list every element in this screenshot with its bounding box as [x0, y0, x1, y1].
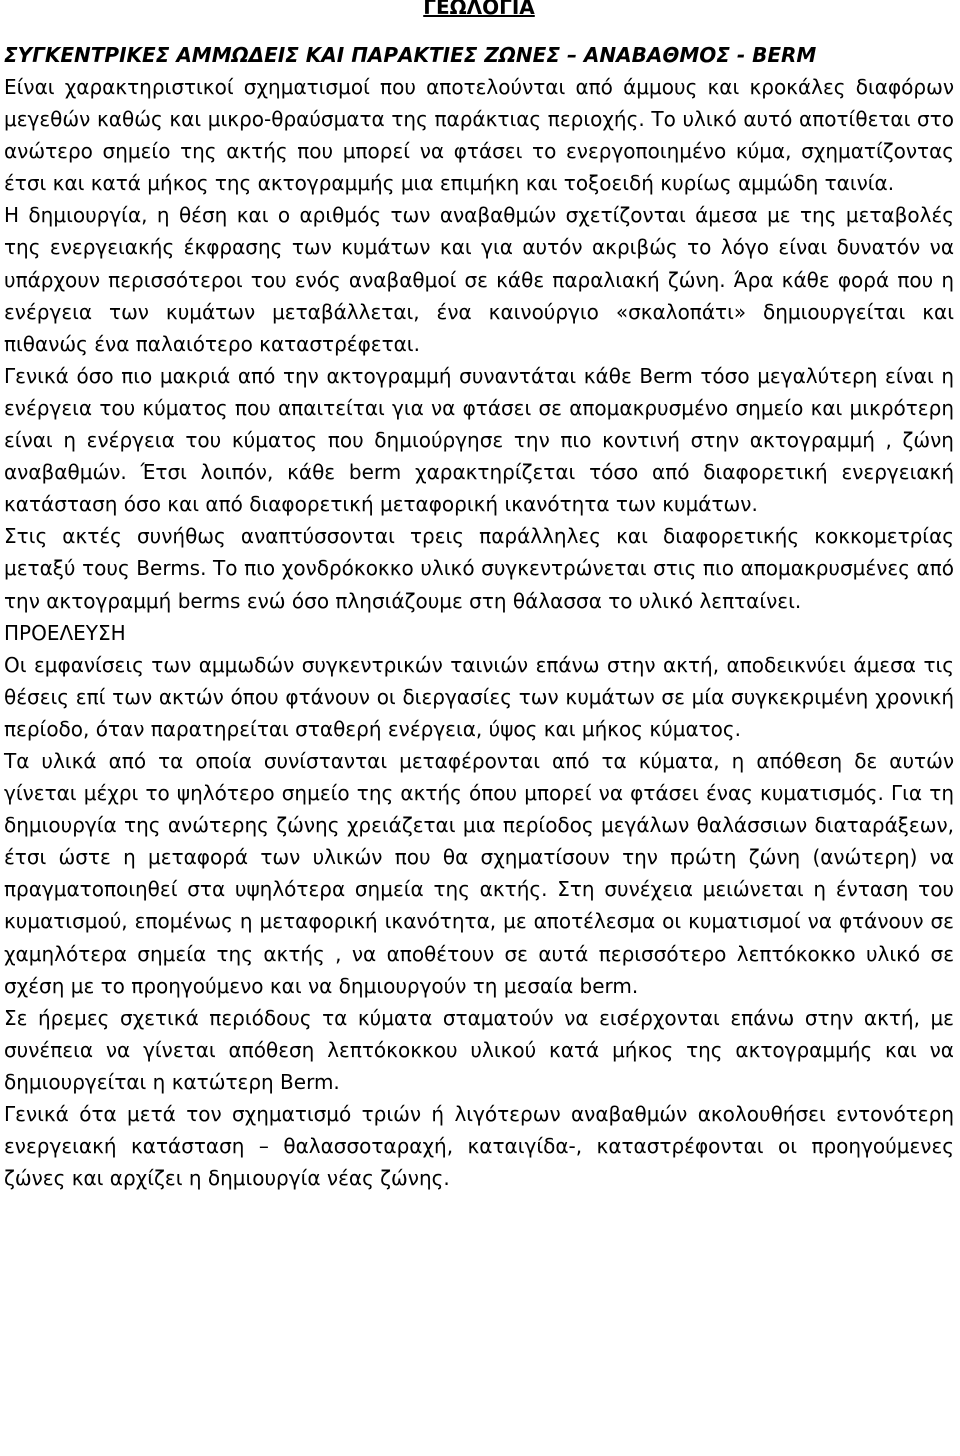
paragraph-origin-2: Τα υλικά από τα οποία συνίστανται μεταφέρονται από τα κύματα, η απόθεση δε αυτών γίνεται μέχρι το ψηλότερο σημείο της ακτής όπου μπορεί να φτάσει ένας κυματισμός. Για τη δημιουργία της ανώτερης ζώνης χρειάζεται μια περίοδος μεγάλων θαλάσσιων διαταράξεων, έτσι ώστε η μεταφορά των υλικών που θα σχηματίσουν την πρώτη ζώνη (ανώτερη) να πραγματοποιηθεί στα υψηλότερα σημεία της ακτής. Στη συνέχεια μειώνεται η ένταση του κυματισμού, επομένως η μεταφορική ικανότητα, με αποτέλεσμα οι κυματισμοί να φτάνουν σε χαμηλότερα σημεία της ακτής , να αποθέτουν σε αυτά περισσότερο λεπτόκοκκο υλικό σε σχέση με το προηγούμενο και να δημιουργούν τη μεσαία berm. — [4, 748, 954, 998]
paragraph-definition: Είναι χαρακτηριστικοί σχηματισμοί που αποτελούνται από άμμους και κροκάλες διαφόρων μεγεθών καθώς και μικρο-θραύσματα της παράκτιας περιοχής. Το υλικό αυτό αποτίθεται στο ανώτερο σημείο της ακτής που μπορεί να φτάσει το ενεργοποιημένο κύμα, σχηματίζοντας έτσι και κατά μήκος της ακτογραμμής μια επιμήκη και τοξοειδή κυρίως αμμώδη ταινία. — [4, 75, 954, 196]
paragraph-three-berms: Στις ακτές συνήθως αναπτύσσονται τρεις παράλληλες και διαφορετικής κοκκομετρίας μεταξύ τους Berms. Το πιο χονδρόκοκκο υλικό συγκεντρώνεται στις πιο απομακρυσμένες από την ακτογραμμή berms ενώ όσο πλησιάζουμε στη θάλασσα το υλικό λεπταίνει. — [4, 524, 954, 613]
paragraph-origin-3: Σε ήρεμες σχετικά περιόδους τα κύματα σταματούν να εισέρχονται επάνω στην ακτή, με συνέπεια να γίνεται απόθεση λεπτόκοκκου υλικού κατά μήκος της ακτογραμμής και να δημιουργείται η κατώτερη Berm. — [4, 1005, 954, 1094]
paragraph-formation: Η δημιουργία, η θέση και ο αριθμός των αναβαθμών σχετίζονται άμεσα με της μεταβολές της ενεργειακής έκφρασης των κυμάτων και για αυτόν ακριβώς το λόγο είναι δυνατόν να υπάρχουν περισσότεροι του ενός αναβαθμοί σε κάθε παραλιακή ζώνη. Άρα κάθε φορά που η ενέργεια των κυμάτων μεταβάλλεται, ένα καινούργιο «σκαλοπάτι» δημιουργείται και πιθανώς ένα παλαιότερο καταστρέφεται. — [4, 203, 954, 356]
section-heading: ΣΥΓΚΕΝΤΡΙΚΕΣ ΑΜΜΩΔΕΙΣ ΚΑΙ ΠΑΡΑΚΤΙΕΣ ΖΩΝΕΣ – ΑΝΑΒΑΘΜΟΣ - BERM — [4, 43, 817, 67]
document-title: ΓΕΩΛΟΓΙΑ — [423, 0, 535, 19]
paragraph-origin-1: Οι εμφανίσεις των αμμωδών συγκεντρικών ταινιών επάνω στην ακτή, αποδεικνύει άμεσα τις θέσεις επί των ακτών όπου φτάνουν οι διεργασίες των κυμάτων σε μία συγκεκριμένη χρονική περίοδο, όταν παρατηρείται σταθερή ενέργεια, ύψος και μήκος κύματος. — [4, 652, 954, 741]
paragraph-origin-4: Γενικά ότα μετά τον σχηματισμό τριών ή λιγότερων αναβαθμών ακολουθήσει εντονότερη ενεργειακή κατάσταση – θαλασσοταραχή, καταιγίδα-, καταστρέφονται οι προηγούμενες ζώνες και αρχίζει η δημιουργία νέας ζώνης. — [4, 1102, 954, 1191]
subheading-origin: ΠΡΟΕΛΕΥΣΗ — [4, 620, 126, 645]
paragraph-energy: Γενικά όσο πιο μακριά από την ακτογραμμή συναντάται κάθε Berm τόσο μεγαλύτερη είναι η ενέργεια του κύματος που απαιτείται για να φτάσει σε απομακρυσμένο σημείο και μικρότερη είναι η ενέργεια του κύματος που δημιούργησε την πιο κοντινή στην ακτογραμμή , ζώνη αναβαθμών. Έτσι λοιπόν, κάθε berm χαρακτηρίζεται τόσο από διαφορετική ενεργειακή κατάσταση όσο και από διαφορετική μεταφορική ικανότητα των κυμάτων. — [4, 363, 954, 517]
